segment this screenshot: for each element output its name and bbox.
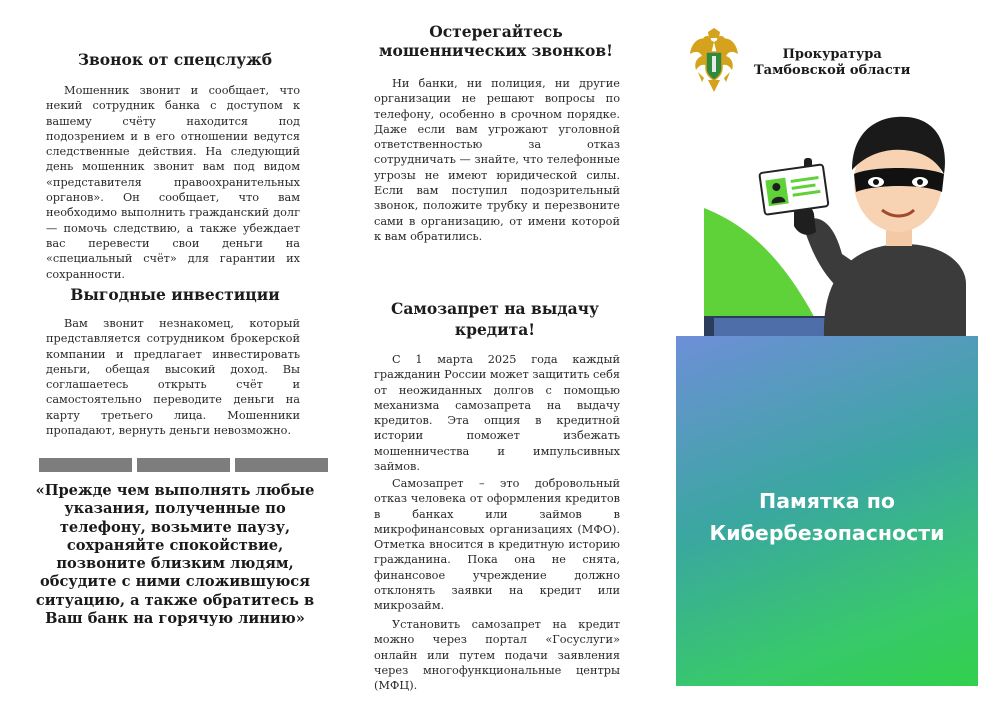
cover-title — [709, 485, 944, 549]
divider-bar — [235, 458, 328, 472]
heading-beware-calls: Остерегайтесь мошеннических звонков! — [379, 22, 613, 60]
eagle-emblem-icon — [688, 28, 740, 98]
cover-title-line-2: Кибербезопасности — [709, 521, 945, 545]
brochure-cover — [676, 336, 978, 686]
office-name-line-1: Прокуратура — [782, 47, 882, 62]
paragraph-beware-calls: Ни банки, ни полиция, ни другие организации не решают вопросы по телефону, особенно в срочном порядке. Даже если вам угрожают уголовной ответственностью за отказ сотрудничать — знайте, что телефонные угрозы не имеют юридической силы. Если вам поступил подозрительный звонок, положите трубку и перезвоните сами в организацию, от имени которой к вам обратились. — [374, 77, 620, 243]
heading-special-services-call: Звонок от спецслужб — [77, 50, 273, 69]
advice-quote: «Прежде чем выполнять любые указания, полученные по телефону, возьмите паузу, сохраняйте спокойствие, позвоните близким людям, обсудите с ними сложившуюся ситуацию, а также обратитесь в Ваш банк на горячую линию» — [35, 482, 315, 628]
divider-bar — [39, 458, 132, 472]
cover-title-line-1: Памятка по — [759, 489, 895, 513]
paragraph-self-ban-definition: Самозапрет – это добровольный отказ человека от оформления кредитов в банках или займов в микрофинансовых организациях (МФО). Отметка вносится в кредитную историю гражданина. Пока она не снята, финансовое учреждение должно отклонять заявки на кредит или микрозайм. — [374, 477, 620, 613]
heading-self-ban-credit: Самозапрет на выдачу кредита! — [391, 299, 599, 339]
heading-investments: Выгодные инвестиции — [70, 285, 280, 304]
prosecutor-header — [688, 28, 910, 98]
paragraph-special-services: Мошенник звонит и сообщает, что некий сотрудник банка с доступом к вашему счёту находится под подозрением и в его отношении ведутся следственные действия. На следующий день мошенник звонит вам под видом «представителя правоохранительных органов». Он сообщает, что вам необходимо выполнить гражданский долг — помочь следствию, а также убеждает вас перевести свои деньги на «специальный счёт» для гарантии их сохранности. — [46, 84, 300, 281]
divider-bar — [137, 458, 230, 472]
paragraph-self-ban-how-to: Установить самозапрет на кредит можно через портал «Госуслуги» онлайн или путем подачи заявления через многофункциональные центры (МФЦ). — [374, 618, 620, 693]
paragraph-investments: Вам звонит незнакомец, который представляется сотрудником брокерской компании и предлагает инвестировать деньги, обещая высокий доход. Вы соглашаетесь открыть счёт и самостоятельно переводите деньги на карту третьего лица. Мошенники пропадают, вернуть деньги невозможно. — [46, 317, 300, 438]
office-name-line-2: Тамбовской области — [754, 63, 911, 78]
prosecutor-office-name — [754, 47, 910, 79]
divider-bars — [39, 458, 328, 472]
paragraph-self-ban-intro: С 1 марта 2025 года каждый гражданин России может защитить себя от неожиданных долгов с помощью механизма самозапрета на выдачу кредитов. Эта опция в кредитной истории поможет избежать мошенничества и импульсивных займов. — [374, 353, 620, 474]
scammer-illustration — [704, 104, 966, 336]
